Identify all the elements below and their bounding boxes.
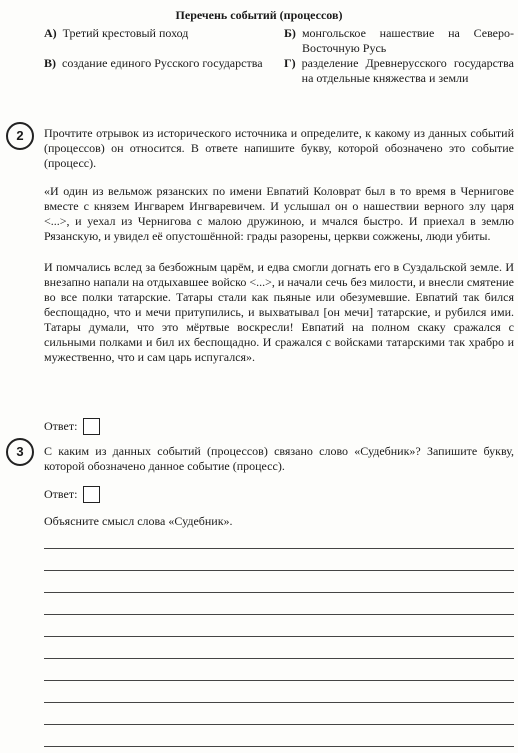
task-3-number: 3: [6, 438, 34, 466]
task-2-prompt: Прочтите отрывок из исторического источника и определите, к какому из данных событий (процессов) он относится. В ответе напишите букву, которой обозначено это событие (процесс).: [44, 126, 514, 170]
event-text: создание единого Русского государства: [62, 56, 263, 70]
answer-line[interactable]: [44, 614, 514, 615]
event-text: Третий крестовый поход: [62, 26, 189, 40]
event-letter: Г): [284, 56, 296, 70]
task-3-prompt: С каким из данных событий (процессов) связано слово «Судебник»? Запишите букву, которой обозначено данное событие (процесс).: [44, 444, 514, 473]
answer-line[interactable]: [44, 592, 514, 593]
answer-line[interactable]: [44, 702, 514, 703]
task-2-answer-row: [44, 418, 100, 435]
answer-box[interactable]: [83, 486, 100, 503]
answer-label: Ответ:: [44, 487, 78, 501]
event-letter: А): [44, 26, 57, 40]
task-2-excerpt-p2: И помчались вслед за безбожным царём, и едва смогли догнать его в Суздальской земле. И внезапно напали на отдыхавшее войско <...>, и начали сечь без милости, и внесли смятение во все полки татарские. Татары стали как пьяные или обезумевшие. Евпатий так бился беспощадно, что и мечи притупились, и выхватывал [он мечи] татарские, и рубился ими. Татары думали, что это мёртвые воскресли! Евпатий на полном скаку сражался с сильными полками и бил их беспощадно. И сражался с войсками татарскими так храбро и мужественно, что и сам царь испугался».: [44, 260, 514, 364]
event-v: [44, 56, 264, 71]
task-3-explain-prompt: Объясните смысл слова «Судебник».: [44, 514, 233, 528]
task-2-number: 2: [6, 122, 34, 150]
event-text: монгольское нашествие на Северо-Восточную Русь: [301, 26, 514, 55]
event-letter: Б): [284, 26, 296, 40]
answer-label: Ответ:: [44, 419, 78, 433]
answer-line[interactable]: [44, 680, 514, 681]
event-text: разделение Древнерусского государства на отдельные княжества и земли: [301, 56, 514, 85]
answer-line[interactable]: [44, 658, 514, 659]
event-letter: В): [44, 56, 56, 70]
event-b: [284, 26, 514, 56]
answer-line[interactable]: [44, 570, 514, 571]
answer-box[interactable]: [83, 418, 100, 435]
events-table-title: Перечень событий (процессов): [175, 8, 343, 22]
answer-line[interactable]: [44, 724, 514, 725]
answer-line[interactable]: [44, 548, 514, 549]
event-a: [44, 26, 264, 41]
task-3-answer-row: [44, 486, 100, 503]
event-g: [284, 56, 514, 86]
answer-line[interactable]: [44, 746, 514, 747]
answer-line[interactable]: [44, 636, 514, 637]
task-2-excerpt-p1: «И один из вельмож рязанских по имени Евпатий Коловрат был в то время в Чернигове вместе с князем Ингварем Ингваревичем. И услышал он о нашествии верного злу царя <...>, и уехал из Чернигова с малою дружиною, и мчался быстро. И приехал в землю Рязанскую, и увидел её опустошённой: грады разорены, церкви сожжены, люди убиты.: [44, 184, 514, 243]
